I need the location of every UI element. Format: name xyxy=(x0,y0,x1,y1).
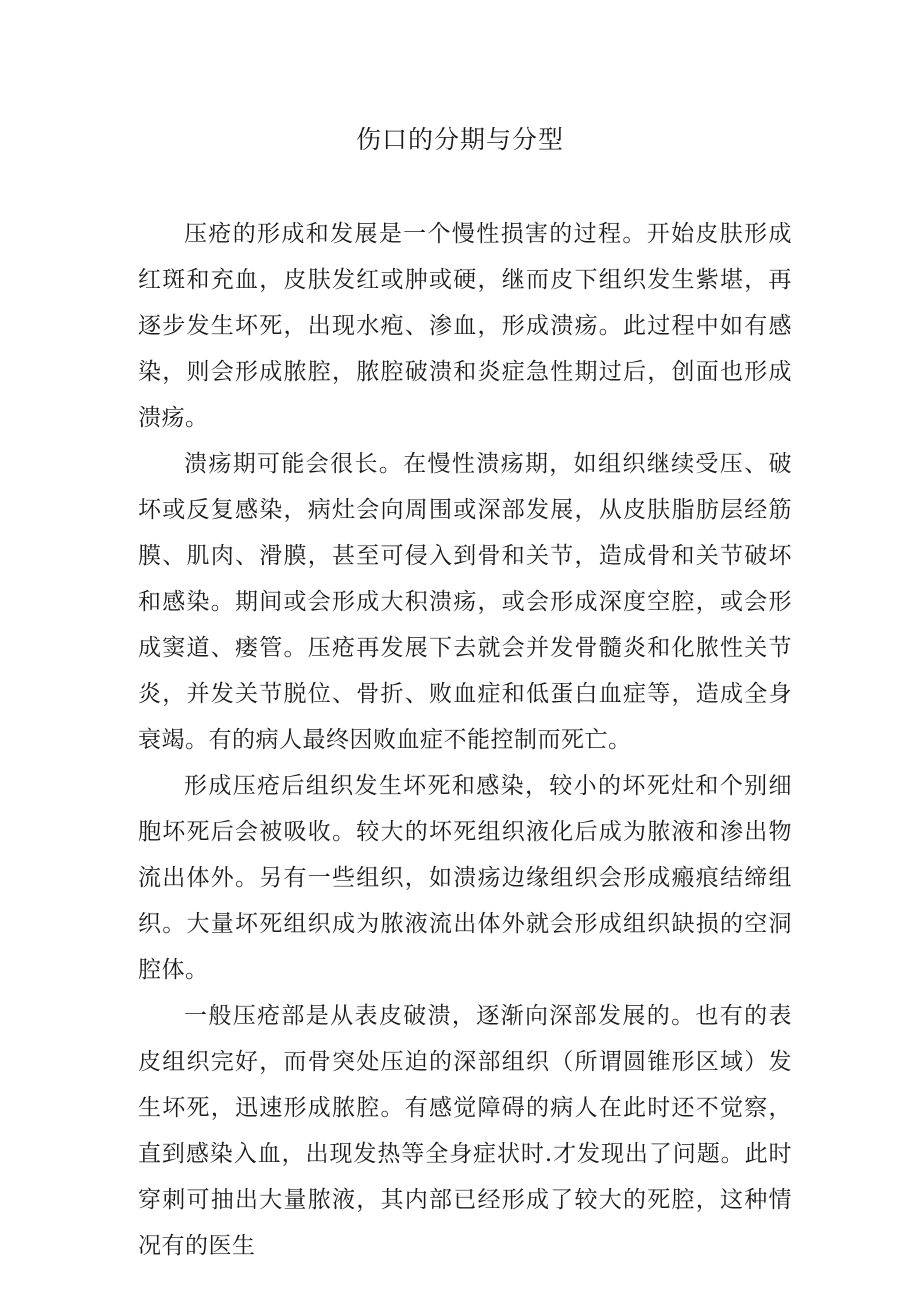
paragraph-3: 形成压疮后组织发生坏死和感染，较小的坏死灶和个别细胞坏死后会被吸收。较大的坏死组织液化后成为脓液和渗出物流出体外。另有一些组织，如溃疡边缘组织会形成瘢痕结缔组织。大量坏死组织成为脓液流出体外就会形成组织缺损的空洞腔体。 xyxy=(138,773,792,983)
document-body xyxy=(138,211,792,1269)
paragraph-4: 一般压疮部是从表皮破溃，逐渐向深部发展的。也有的表皮组织完好，而骨突处压迫的深部组织（所谓圆锥形区域）发生坏死，迅速形成脓腔。有感觉障碍的病人在此时还不觉察，直到感染入血，出现发热等全身症状时.才发现出了问题。此时穿刺可抽出大量脓液，其内部已经形成了较大的死腔，这种情况有的医生 xyxy=(138,1003,792,1259)
document-title: 伤口的分期与分型 xyxy=(355,125,564,154)
paragraph-2: 溃疡期可能会很长。在慢性溃疡期，如组织继续受压、破坏或反复感染，病灶会向周围或深部发展，从皮肤脂肪层经筋膜、肌肉、滑膜，甚至可侵入到骨和关节，造成骨和关节破坏和感染。期间或会形成大积溃疡，或会形成深度空腔，或会形成窦道、瘘管。压疮再发展下去就会并发骨髓炎和化脓性关节炎，并发关节脱位、骨折、败血症和低蛋白血症等，造成全身衰竭。有的病人最终因败血症不能控制而死亡。 xyxy=(138,451,792,753)
paragraph-1: 压疮的形成和发展是一个慢性损害的过程。开始皮肤形成红斑和充血，皮肤发红或肿或硬，继而皮下组织发生紫堪，再逐步发生坏死，出现水疱、渗血，形成溃疡。此过程中如有感染，则会形成脓腔，脓腔破溃和炎症急性期过后，创面也形成溃疡。 xyxy=(138,221,792,431)
